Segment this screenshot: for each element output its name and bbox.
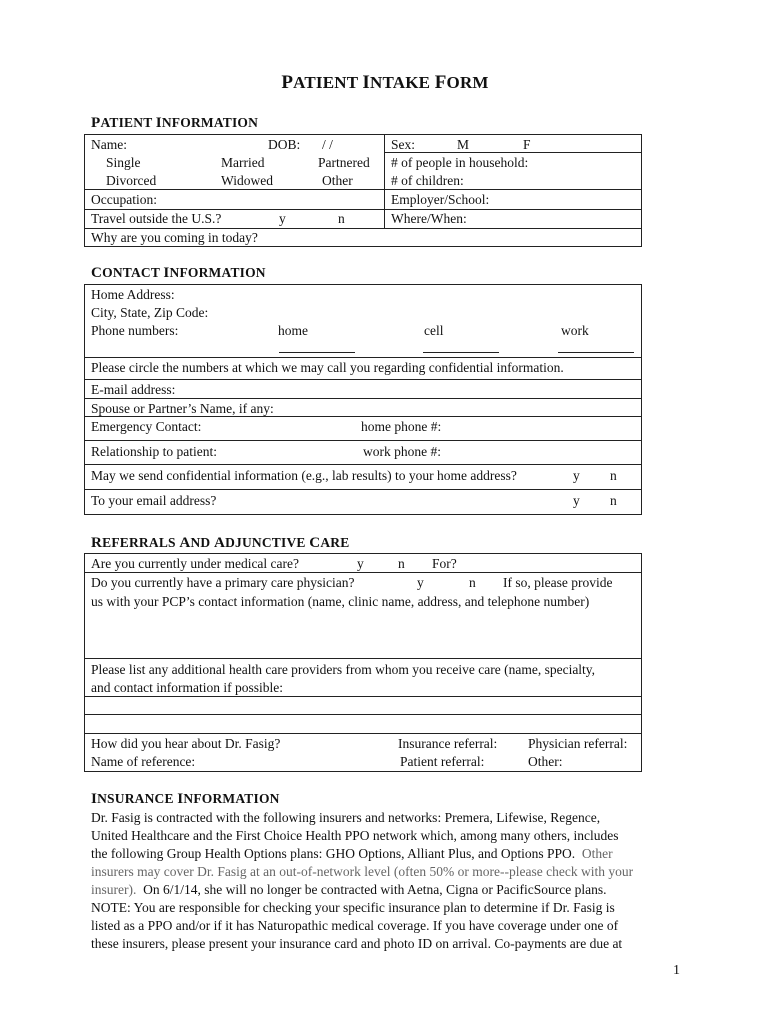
work-phone-label: work phone #:	[363, 444, 441, 459]
insurance-line: NOTE: You are responsible for checking your specific insurance plan to determine if Dr. Fasig is	[91, 900, 615, 915]
insurance-referral-label: Insurance referral:	[398, 736, 498, 751]
status-married: Married	[221, 155, 265, 170]
dob-field: / /	[322, 137, 333, 152]
send-home-question: May we send confidential information (e.g., lab results) to your home address?	[91, 468, 517, 483]
other-providers-instruction-1: Please list any additional health care providers from whom you receive care (name, specialty,	[91, 662, 596, 677]
other-referral-label: Other:	[528, 754, 563, 769]
status-partnered: Partnered	[318, 155, 370, 170]
status-single: Single	[106, 155, 141, 170]
patient-referral-label: Patient referral:	[400, 754, 485, 769]
under-care-no: n	[398, 556, 405, 571]
status-widowed: Widowed	[221, 173, 273, 188]
travel-no: n	[338, 211, 345, 226]
name-of-reference-label: Name of reference:	[91, 754, 196, 769]
row-divider	[84, 416, 642, 417]
under-care-yes: y	[357, 556, 364, 571]
home-address-label: Home Address:	[91, 287, 175, 302]
children-label: # of children:	[391, 173, 464, 188]
row-divider	[84, 357, 642, 358]
row-divider	[84, 189, 642, 190]
email-label: E-mail address:	[91, 382, 176, 397]
phone-work-blank	[558, 352, 634, 353]
pcp-if-so: If so, please provide	[503, 575, 613, 590]
insurance-line: the following Group Health Options plans: GHO Options, Alliant Plus, and Options PPO. Other	[91, 846, 613, 861]
phone-numbers-label: Phone numbers:	[91, 323, 179, 338]
row-divider	[84, 489, 642, 490]
where-when-label: Where/When:	[391, 211, 467, 226]
people-in-household-label: # of people in household:	[391, 155, 529, 170]
relationship-label: Relationship to patient:	[91, 444, 217, 459]
emergency-contact-label: Emergency Contact:	[91, 419, 202, 434]
pcp-no: n	[469, 575, 476, 590]
phone-work-label: work	[561, 323, 589, 338]
row-divider	[84, 696, 642, 697]
pcp-question: Do you currently have a primary care physician?	[91, 575, 355, 590]
row-divider	[84, 658, 642, 659]
travel-yes: y	[279, 211, 286, 226]
dob-label: DOB:	[268, 137, 301, 152]
reason-for-visit-label: Why are you coming in today?	[91, 230, 258, 245]
pcp-yes: y	[417, 575, 424, 590]
phone-cell-blank	[423, 352, 499, 353]
row-divider	[384, 152, 642, 153]
status-other: Other	[322, 173, 353, 188]
city-state-zip-label: City, State, Zip Code:	[91, 305, 209, 320]
section-heading-referrals: REFERRALS AND ADJUNCTIVE CARE	[91, 535, 350, 551]
insurance-paragraph	[91, 809, 681, 953]
phone-cell-label: cell	[424, 323, 444, 338]
row-divider	[84, 209, 642, 210]
send-email-no: n	[610, 493, 617, 508]
hear-about-question: How did you hear about Dr. Fasig?	[91, 736, 281, 751]
row-divider	[84, 714, 642, 715]
send-home-no: n	[610, 468, 617, 483]
insurance-line: United Healthcare and the First Choice Health PPO network which, among many others, includes	[91, 828, 619, 843]
page-title: PATIENT INTAKE FORM	[281, 72, 489, 93]
sex-label: Sex:	[391, 137, 416, 152]
phone-home-label: home	[278, 323, 308, 338]
section-heading-insurance: INSURANCE INFORMATION	[91, 791, 280, 807]
row-divider	[84, 733, 642, 734]
sex-option-f: F	[523, 137, 531, 152]
row-divider	[84, 398, 642, 399]
status-divorced: Divorced	[106, 173, 157, 188]
name-label: Name:	[91, 137, 127, 152]
insurance-line: listed as a PPO and/or if it has Naturopathic medical coverage. If you have coverage under one of	[91, 918, 619, 933]
row-divider	[84, 379, 642, 380]
for-label: For?	[432, 556, 457, 571]
row-divider	[84, 440, 642, 441]
sex-option-m: M	[457, 137, 470, 152]
pcp-contact-instruction: us with your PCP’s contact information (name, clinic name, address, and telephone number)	[91, 594, 590, 609]
row-divider	[84, 572, 642, 573]
occupation-label: Occupation:	[91, 192, 157, 207]
insurance-line: insurer). On 6/1/14, she will no longer be contracted with Aetna, Cigna or PacificSource plans.	[91, 882, 607, 897]
other-providers-instruction-2: and contact information if possible:	[91, 680, 283, 695]
travel-label: Travel outside the U.S.?	[91, 211, 222, 226]
column-divider	[384, 134, 385, 228]
spouse-name-label: Spouse or Partner’s Name, if any:	[91, 401, 274, 416]
under-medical-care-question: Are you currently under medical care?	[91, 556, 300, 571]
send-email-yes: y	[573, 493, 580, 508]
section-heading-patient-information: PATIENT INFORMATION	[91, 115, 259, 131]
section-heading-contact-information: CONTACT INFORMATION	[91, 265, 266, 281]
row-divider	[84, 464, 642, 465]
physician-referral-label: Physician referral:	[528, 736, 628, 751]
insurance-line: insurers may cover Dr. Fasig at an out-of-network level (often 50% or more--please check with your	[91, 864, 634, 879]
circle-numbers-instruction: Please circle the numbers at which we may call you regarding confidential information.	[91, 360, 564, 375]
employer-school-label: Employer/School:	[391, 192, 490, 207]
phone-home-blank	[279, 352, 355, 353]
send-email-question: To your email address?	[91, 493, 217, 508]
insurance-line: Dr. Fasig is contracted with the following insurers and networks: Premera, Lifewise, Regence,	[91, 810, 601, 825]
row-divider	[84, 228, 642, 229]
home-phone-label: home phone #:	[361, 419, 442, 434]
send-home-yes: y	[573, 468, 580, 483]
page-number: 1	[673, 963, 680, 978]
insurance-line: these insurers, please present your insurance card and photo ID on arrival. Co-payments are due at	[91, 936, 623, 951]
